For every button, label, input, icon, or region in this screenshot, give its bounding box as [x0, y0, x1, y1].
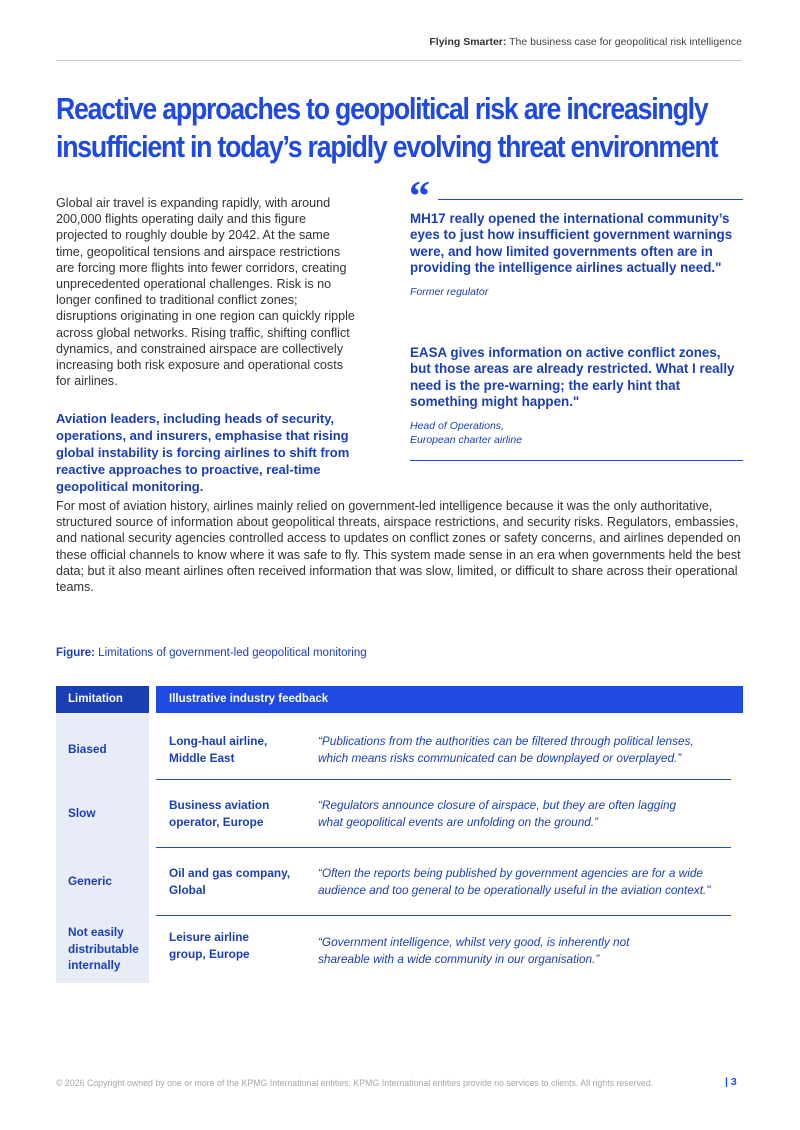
- limitation-line: internally: [68, 958, 121, 972]
- feedback-line: which means risks communicated can be downplayed or overplayed.”: [318, 750, 682, 765]
- quote-mark-icon: “: [409, 174, 430, 220]
- source-cell: [169, 733, 309, 766]
- limitation-cell: Biased: [68, 742, 107, 756]
- source-line: Leisure airline: [169, 930, 249, 944]
- intro-column: [56, 195, 356, 495]
- pull-quote-2: [410, 345, 745, 447]
- table-header-feedback: Illustrative industry feedback: [156, 686, 743, 713]
- copyright-footer: © 2026 Copyright owned by one or more of the KPMG International entities. KPMG International entities provide no services to clients. All rights reserved.: [56, 1078, 654, 1088]
- row-divider: [156, 779, 731, 780]
- feedback-cell: [318, 865, 738, 898]
- limitation-cell: Slow: [68, 806, 96, 820]
- running-header-text: The business case for geopolitical risk intelligence: [506, 36, 742, 48]
- header-divider: [56, 60, 742, 61]
- source-line: Long-haul airline,: [169, 734, 268, 748]
- source-cell: [169, 865, 309, 898]
- quote-bottom-divider: [410, 460, 743, 461]
- pull-quote-2-attribution: [410, 419, 745, 447]
- source-line: Middle East: [169, 750, 235, 765]
- feedback-line: “Government intelligence, whilst very good, is inherently not: [318, 935, 630, 949]
- table-row: [56, 733, 743, 793]
- intro-body: Global air travel is expanding rapidly, with around 200,000 flights operating daily and this figure projected to roughly double by 2042. At the same time, geopolitical tensions and airspace restrictions are forcing more flights into fewer corridors, creating unprecedented operational challenges. Risk is no longer confined to traditional conflict zones; disruptions originating in one region can quickly ripple across global networks. Rising traffic, shifting conflict dynamics, and constrained airspace are collectively increasing both risk exposure and operational costs for airlines.: [56, 196, 355, 389]
- table-row: [56, 797, 743, 857]
- quote-top-divider: [438, 199, 743, 200]
- feedback-cell: [318, 733, 738, 766]
- feedback-cell: [318, 934, 738, 967]
- feedback-cell: [318, 797, 738, 830]
- page-title-line-2: insufficient in today’s rapidly evolving threat environment: [56, 129, 718, 164]
- feedback-line: audience and too general to be operationally useful in the aviation context.": [318, 882, 711, 897]
- history-paragraph: For most of aviation history, airlines mainly relied on government-led intelligence because it was the only authoritative, structured source of information about geopolitical threats, airspace restrictions, and security risks. Regulators, embassies, and national security agencies controlled access to updates on conflict zones or safety concerns, and airlines depended on these official channels to know where it was safe to fly. This system made sense in an era when governments held the best data; but it also meant airlines often received information that was slow, limited, or difficult to share across their operational teams.: [56, 499, 741, 595]
- page-title: [56, 90, 718, 166]
- figure-caption-text: Limitations of government-led geopolitical monitoring: [94, 647, 367, 659]
- row-divider: [156, 847, 731, 848]
- figure-caption: [56, 647, 367, 659]
- running-header-bold: Flying Smarter:: [429, 36, 507, 48]
- source-line: Oil and gas company,: [169, 866, 291, 880]
- feedback-line: shareable with a wide community in our organisation.”: [318, 951, 600, 966]
- row-divider: [156, 915, 731, 916]
- limitation-line: Not easily: [68, 925, 124, 939]
- pull-quote-1-attribution: Former regulator: [410, 286, 489, 299]
- running-header: [429, 36, 742, 48]
- pull-quote-2-attribution-line-2: European charter airline: [410, 434, 523, 447]
- pull-quote-2-attribution-line-1: Head of Operations,: [410, 420, 504, 433]
- pull-quote-1-text: MH17 really opened the international community’s eyes to just how insufficient government warnings were, and how limited governments often are in providing the intelligence airlines actually need.": [410, 211, 733, 275]
- source-cell: [169, 929, 309, 962]
- page-number: | 3: [725, 1076, 737, 1088]
- feedback-line: what geopolitical events are unfolding on the ground.”: [318, 814, 599, 829]
- pull-quote-1: [410, 211, 745, 299]
- feedback-line: “Publications from the authorities can be filtered through political lenses,: [318, 734, 694, 748]
- table-header-limitation: Limitation: [56, 686, 149, 713]
- page-title-line-1: Reactive approaches to geopolitical risk are increasingly: [56, 91, 708, 126]
- source-line: Business aviation: [169, 798, 270, 812]
- source-cell: [169, 797, 309, 830]
- figure-label: Figure:: [56, 647, 95, 659]
- limitation-line: distributable: [68, 941, 139, 956]
- feedback-line: “Often the reports being published by government agencies are for a wide: [318, 866, 703, 880]
- feedback-line: “Regulators announce closure of airspace, but they are often lagging: [318, 798, 677, 812]
- table-row: [56, 865, 743, 925]
- intro-lead: Aviation leaders, including heads of security, operations, and insurers, emphasise that rising global instability is forcing airlines to shift from reactive approaches to proactive, real-time geopolitical monitoring.: [56, 411, 350, 495]
- source-line: Global: [169, 882, 206, 897]
- pull-quote-2-text: EASA gives information on active conflict zones, but those areas are already restricted. What I really need is the pre-warning; the early hint that something might happen.": [410, 345, 735, 409]
- source-line: group, Europe: [169, 946, 250, 961]
- limitation-cell: [68, 924, 153, 974]
- table-row: [56, 924, 743, 984]
- limitation-cell: Generic: [68, 874, 112, 888]
- source-line: operator, Europe: [169, 814, 264, 829]
